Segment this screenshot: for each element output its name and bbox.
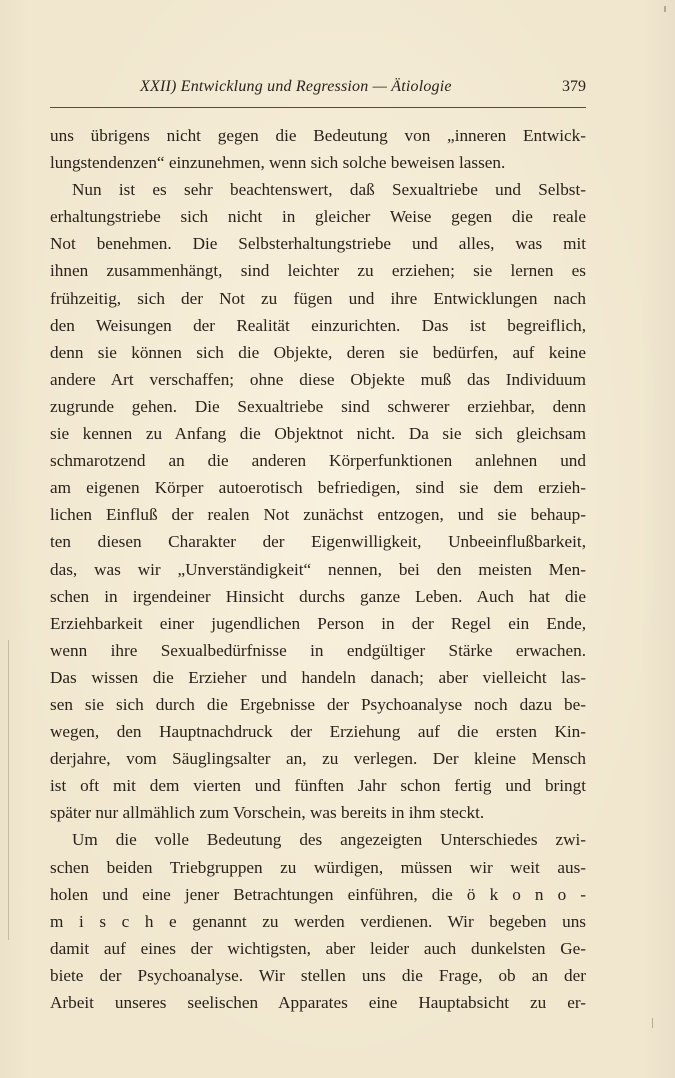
page-number: 379 [562,78,586,95]
page-header [140,78,586,104]
text-line: damit auf eines der wichtigsten, aber leider auch dunkelsten Ge- [50,938,586,958]
text-line: lichen Einfluß der realen Not zunächst entzogen, und sie behaup- [50,505,586,525]
text-line: Das wissen die Erzieher und handeln danach; aber vielleicht las- [50,667,586,687]
text-line: Um die volle Bedeutung des angezeigten Unterschiedes zwi- [72,830,586,850]
paper-speck [664,6,666,12]
text-line: erhaltungstriebe sich nicht in gleicher Weise gegen die reale [50,207,586,227]
text-line: am eigenen Körper autoerotisch befriedigen, sind sie dem erzieh- [50,478,586,498]
text-line: andere Art verschaffen; ohne diese Objekte muß das Individuum [50,369,586,389]
text-line: schen in irgendeiner Hinsicht durchs ganze Leben. Auch hat die [50,586,586,606]
header-rule [50,107,586,108]
paper-speck [652,1018,653,1028]
page-binding-shadow [8,640,9,940]
text-line: biete der Psychoanalyse. Wir stellen uns die Frage, ob an der [50,965,586,985]
text-line: denn sie können sich die Objekte, deren sie bedürfen, auf keine [50,342,586,362]
text-line: das, was wir „Unverständigkeit“ nennen, bei den meisten Men- [50,559,586,579]
text-line: ihnen zusammenhängt, sind leichter zu erziehen; sie lernen es [50,261,586,281]
body-text [50,122,586,1016]
text-line: den Weisungen der Realität einzurichten. Das ist begreiflich, [50,315,586,335]
text-line: uns übrigens nicht gegen die Bedeutung von „inneren Entwick- [50,126,586,145]
text-line: m i s c h e genannt zu werden verdienen. Wir begeben uns [50,911,586,931]
text-line: holen und eine jener Betrachtungen einführen, die ö k o n o - [50,884,586,904]
running-title: XXII) Entwicklung und Regression — Ätiologie [140,78,452,95]
text-line: derjahre, vom Säuglingsalter an, zu verlegen. Der kleine Mensch [50,749,586,769]
text-line: schmarotzend an die anderen Körperfunktionen anlehnen und [50,451,586,471]
text-line: ist oft mit dem vierten und fünften Jahr schon fertig und bringt [50,776,586,796]
text-line: frühzeitig, sich der Not zu fügen und ihre Entwicklungen nach [50,288,586,308]
text-line: lungstendenzen“ einzunehmen, wenn sich solche beweisen lassen. [50,153,506,173]
text-line: Nun ist es sehr beachtenswert, daß Sexualtriebe und Selbst- [72,180,586,200]
text-line: zugrunde gehen. Die Sexualtriebe sind schwerer erziehbar, denn [50,396,586,416]
text-line: wegen, den Hauptnachdruck der Erziehung auf die ersten Kin- [50,722,586,742]
text-line: später nur allmählich zum Vorschein, was bereits in ihm steckt. [50,803,485,823]
text-line: Erziehbarkeit einer jugendlichen Person in der Regel ein Ende, [50,613,586,633]
text-line: Not benehmen. Die Selbsterhaltungstriebe und alles, was mit [50,234,586,254]
text-line: wenn ihre Sexualbedürfnisse in endgültiger Stärke erwachen. [50,640,586,660]
text-line: Arbeit unseres seelischen Apparates eine Hauptabsicht zu er- [50,993,586,1012]
text-line: ten diesen Charakter der Eigenwilligkeit, Unbeeinflußbarkeit, [50,532,586,552]
text-line: sen sie sich durch die Ergebnisse der Psychoanalyse noch dazu be- [50,694,586,714]
text-line: sie kennen zu Anfang die Objektnot nicht. Da sie sich gleichsam [50,424,586,444]
text-line: schen beiden Triebgruppen zu würdigen, müssen wir weit aus- [50,857,586,877]
